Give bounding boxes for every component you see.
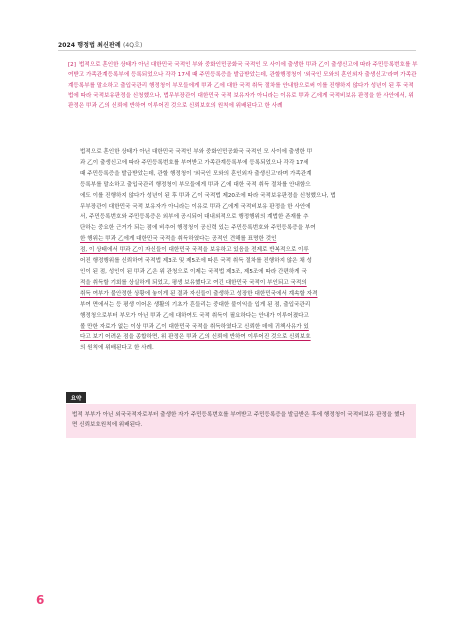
- body-line: 무부장관이 대한민국 국적 보유자가 아니라는 이유로 甲과 乙에게 국적비보유 판정을 한 사안에: [80, 203, 311, 210]
- header-title: 2024 행정법 최신판례: [58, 42, 121, 49]
- body-line: 에도 이를 진행하지 않다가 성년이 된 후 甲과 乙이 국적법 제20조에 따라 국적보유판정을 신청했으나, 법: [80, 192, 336, 199]
- body-line: 서, 주민등록번호와 주민등록증은 외부에 공시되어 대내외적으로 행정행위의 계법한 존재를 추: [80, 214, 309, 221]
- body-line: 법적으로 혼인한 상태가 아닌 대한민국 국적인 부와 중화인민공화국 국적인 모 사이에 출생한 甲: [80, 149, 313, 155]
- running-header: [58, 40, 142, 49]
- body-line-underlined: 점, 이 상태에서 甲과 乙이 자신들이 대한민국 국적을 보유하고 있음을 전제로 반복적으로 이루: [80, 247, 309, 254]
- body-line: 단하는 중요한 근거가 되는 점에 비추어 행정청이 공신력 있는 주민등록번호와 주민등록증을 부여: [80, 225, 316, 232]
- body-line: 등록부를 말소하고 출입국관리 행정청이 부모들에게 甲과 乙에 대한 국적 취득 절차를 안내함으: [80, 181, 311, 188]
- summary-box: [66, 404, 416, 438]
- body-line-underlined: 취득 여부가 불안정한 상황에 놓이게 된 결과 자신들이 출생하고 성장한 대한민국에서 계속할 자격: [80, 290, 318, 297]
- body-line: 과 乙이 출생신고에 따라 주민등록번호를 부여받고 가족관계등록부에 등록되었으나 각각 17세: [80, 159, 309, 166]
- body-line: 때 주민등록증을 발급받았는데, 관할 행정청이 '외국인 모와의 혼인외자 출생신고'라며 가족관계: [80, 170, 312, 177]
- case-body: [80, 147, 408, 354]
- summary-text: 법적 부부가 아닌 외국국적자로부터 출생한 자가 주민등록번호를 부여받고 주민등록증을 발급받은 후에 행정청이 국적비보유 판정을 했다면 신뢰보호원칙에 위배된다.: [72, 412, 405, 429]
- question-block: [68, 60, 418, 111]
- question-number: [2]: [68, 62, 76, 68]
- body-line-underlined: 볼 만한 자료가 없는 이상 甲과 乙이 대한민국 국적을 취득하였다고 신뢰한 데에 귀책사유가 있: [80, 323, 309, 330]
- question-text: 법적으로 혼인한 상태가 아닌 대한민국 국적인 부와 중화인민공화국 국적인 모 사이에 출생한 甲과 乙이 출생신고에 따라 주민등록번호를 부여받고 가족관계등록부에 등록되었으나 각각 17세 때 주민등록증을 발급받았는데, 관할행정청이 '외국인 모와의 혼인외자 출생신고'라며 가족관계등록부를 말소하고 출입국관리 행정청이 부모들에게 甲과 乙에 대한 국적 취득 절차를 안내함으로써 이를 진행하지 않다가 성년이 된 후 국적법에 따라 국적보유판정을 신청했으나, 법무부장관이 대한민국 국적 보유자가 아니라는 이유로 甲과 乙에게 국적비보유 판정을 한 사안에서, 위 판정은 甲과 乙의 신뢰에 반하여 이루어진 것으로 신뢰보호의 원칙에 위배된다고 한 사례: [68, 62, 418, 110]
- header-divider: [58, 50, 416, 51]
- body-line: 부여 면에서는 등 평생 이어온 생활의 기초가 흔들리는 중대한 불이익을 입게 된 점, 출입국관리: [80, 301, 311, 308]
- body-line-underlined: 한 행위는 甲과 乙에게 대한민국 국적을 취득하였다는 공적인 견해를 표명한 것인: [80, 236, 277, 243]
- page-number: 6: [36, 593, 45, 607]
- header-subtitle: (4Q호): [122, 42, 143, 49]
- body-line: 어진 행정행위를 신뢰하여 국적법 제3조 및 제5조에 따른 국적 취득 절차를 진행하지 않은 채 성: [80, 258, 312, 265]
- body-line-underlined: 적을 취득할 기회를 상실하게 되었고, 평생 보유했다고 여긴 대한민국 국적이 부인되고 국적의: [80, 279, 307, 286]
- body-line: 인이 된 점, 성인이 된 甲과 乙은 위 관청으로 이제는 국적법 제3조, 제5조에 따라 간편하게 국: [80, 268, 307, 275]
- body-line-underlined: 다고 보기 어려운 점을 종합하면, 위 판정은 甲과 乙의 신뢰에 반하여 이루어진 것으로 신뢰보호: [80, 334, 311, 341]
- body-line: 행정청으로부터 부모가 아닌 甲과 乙에 대하여도 국적 취득이 필요하다는 안내가 이루어졌다고: [80, 312, 309, 319]
- summary-tag: 요약: [66, 392, 86, 403]
- body-line: 의 원칙에 위배된다고 한 사례.: [80, 345, 154, 352]
